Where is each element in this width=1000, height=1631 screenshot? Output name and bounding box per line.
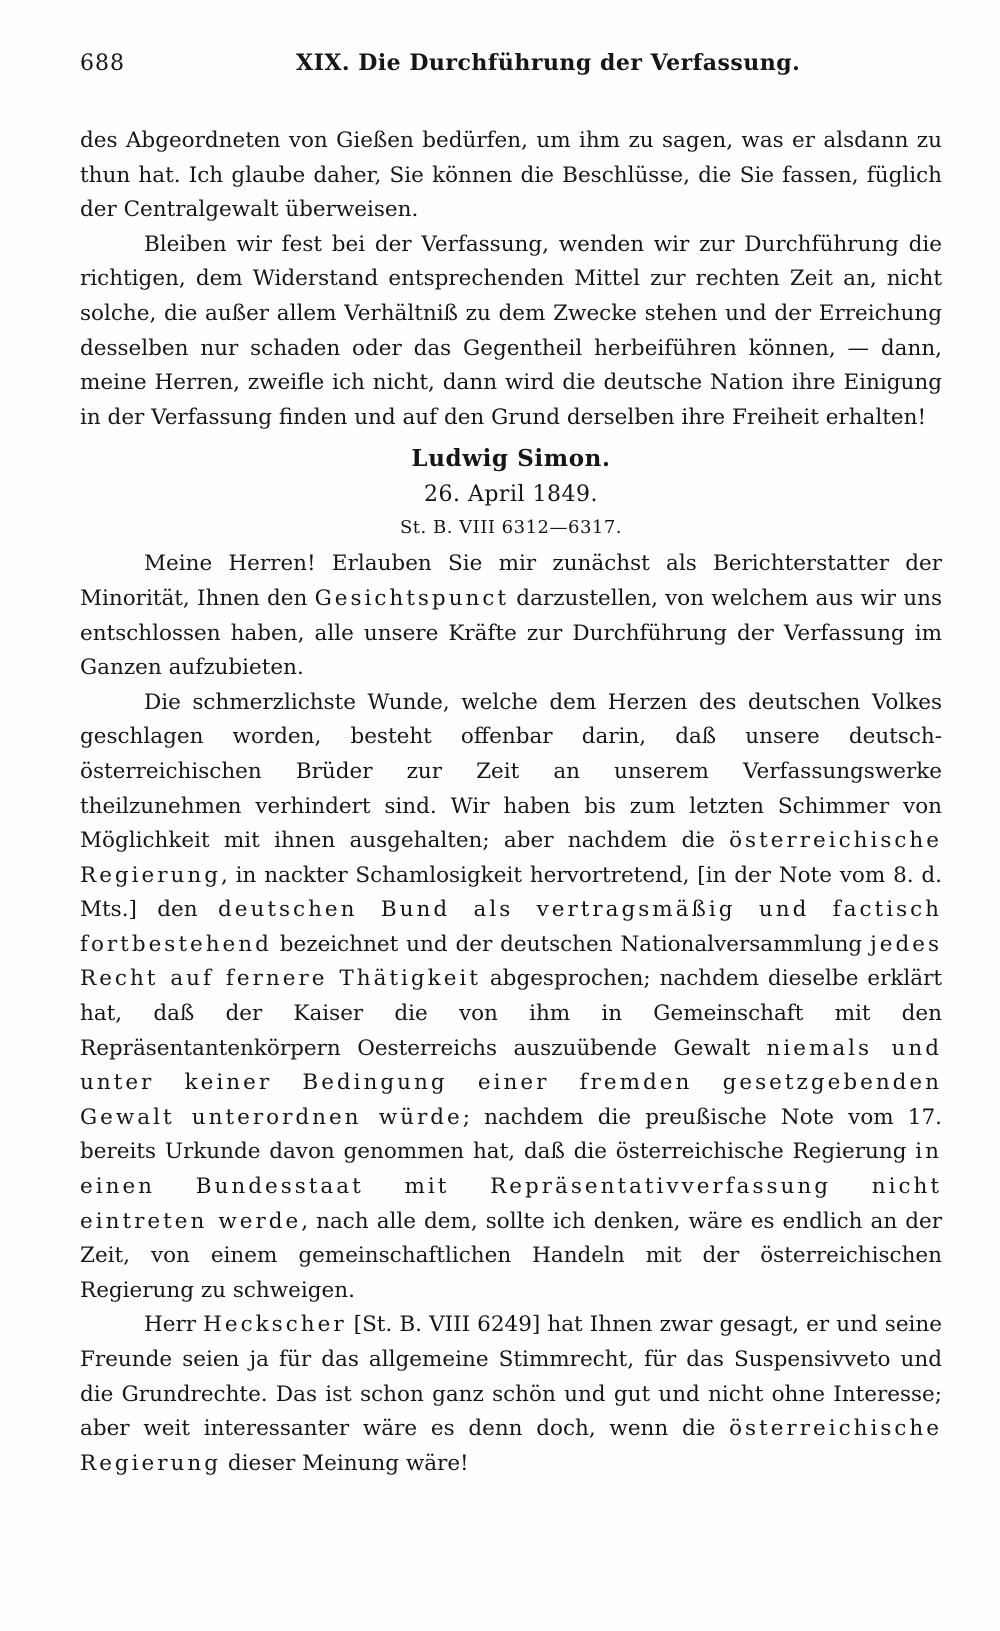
text-run: Herr [144,1312,204,1338]
speaker-heading [80,441,942,543]
text-run: ; nachdem die preußische Note vom 17. bereits Urkunde davon genommen hat, daß die österreichische Regierung [80,1104,942,1165]
body-text [80,124,942,1481]
emphasis-text: niemals und unter keiner Bedingung einer fremden gesetzgebenden Gewalt unterordnen würde [80,1035,942,1130]
emphasis-text: jedes Recht auf fernere Thätigkeit [80,931,942,992]
emphasis-text: Gesichtspunct [314,585,510,611]
emphasis-text: in einen Bundesstaat mit Repräsentativverfassung nicht eintreten werde [80,1139,942,1234]
paragraph-speech-opening [80,547,942,685]
paragraph-austrian-government [80,686,942,1309]
text-run: Meine Herren! Erlauben Sie mir zunächst als Berichterstatter der Minorität, Ihnen den [80,551,942,611]
emphasis-text: österreichische Regierung [80,828,942,888]
text-run: Die schmerzlichste Wunde, welche dem Herzen des deutschen Volkes geschlagen worden, besteht offenbar darin, daß unsere deutsch-österreichischen Brüder zur Zeit an unserem Verfassungswerke theilzunehmen verhindert sind. Wir haben bis zum letzten Schimmer von Möglichkeit mit ihnen ausgehalten; aber nachdem die [80,689,942,854]
emphasis-text: Heckscher [203,1312,347,1338]
emphasis-text: österreichische Regierung [80,1416,942,1476]
paragraph-closing-appeal: Bleiben wir fest bei der Verfassung, wenden wir zur Durchführung die richtigen, dem Widerstand entsprechenden Mittel zur rechten Zeit an, nicht solche, die außer allem Verhältniß zu dem Zwecke stehen und der Erreichung desselben nur schaden oder das Gegentheil herbeiführen können, — dann, meine Herren, zweifle ich nicht, dann wird die deutsche Nation ihre Einigung in der Verfassung finden und auf den Grund derselben ihre Freiheit erhalten! [80,231,942,430]
speaker-name: Ludwig Simon. [411,445,611,473]
text-run: [St. B. VIII 6249] hat Ihnen zwar gesagt, er und seine Freunde seien ja für das allgemeine Stimmrecht, für das Suspensivveto und die Grundrechte. Das ist schon ganz schön und gut und nicht ohne Interesse; aber weit interessanter wäre es denn doch, wenn die [80,1312,942,1442]
running-title: XIX. Die Durchführung der Verfassung. [296,50,801,76]
text-run: , in nackter Schamlosigkeit hervortretend, [in der Note vom 8. d. Mts.] den [80,862,942,923]
running-head [80,50,942,94]
text-run: abgesprochen; nachdem dieselbe erklärt hat, daß der Kaiser die von ihm in Gemeinschaft mit den Repräsentantenkörpern Oesterreichs auszuübende Gewalt [80,966,942,1061]
speech-date: 26. April 1849. [423,482,598,508]
paragraph-continued: des Abgeordneten von Gießen bedürfen, um ihm zu sagen, was er alsdann zu thun hat. Ich glaube daher, Sie können die Beschlüsse, die Sie fassen, füglich der Centralgewalt überweisen. [80,128,942,223]
text-run: dieser Meinung wäre! [221,1450,469,1476]
stenographic-reference: St. B. VIII 6312—6317. [399,517,623,539]
text-run: , nach alle dem, sollte ich denken, wäre es endlich an der Zeit, von einem gemeinschaftlichen Handeln mit der österreichischen Regierung zu schweigen. [80,1208,942,1303]
text-run: darzustellen, von welchem aus wir uns entschlossen haben, alle unsere Kräfte zur Durchführung der Verfassung im Ganzen aufzubieten. [80,585,942,681]
text-run: bezeichnet und der deutschen Nationalversammlung [271,931,871,957]
page-number: 688 [80,51,125,76]
paragraph-heckscher [80,1308,942,1481]
emphasis-text: deutschen Bund als vertragsmäßig und factisch fortbestehend [80,897,942,957]
